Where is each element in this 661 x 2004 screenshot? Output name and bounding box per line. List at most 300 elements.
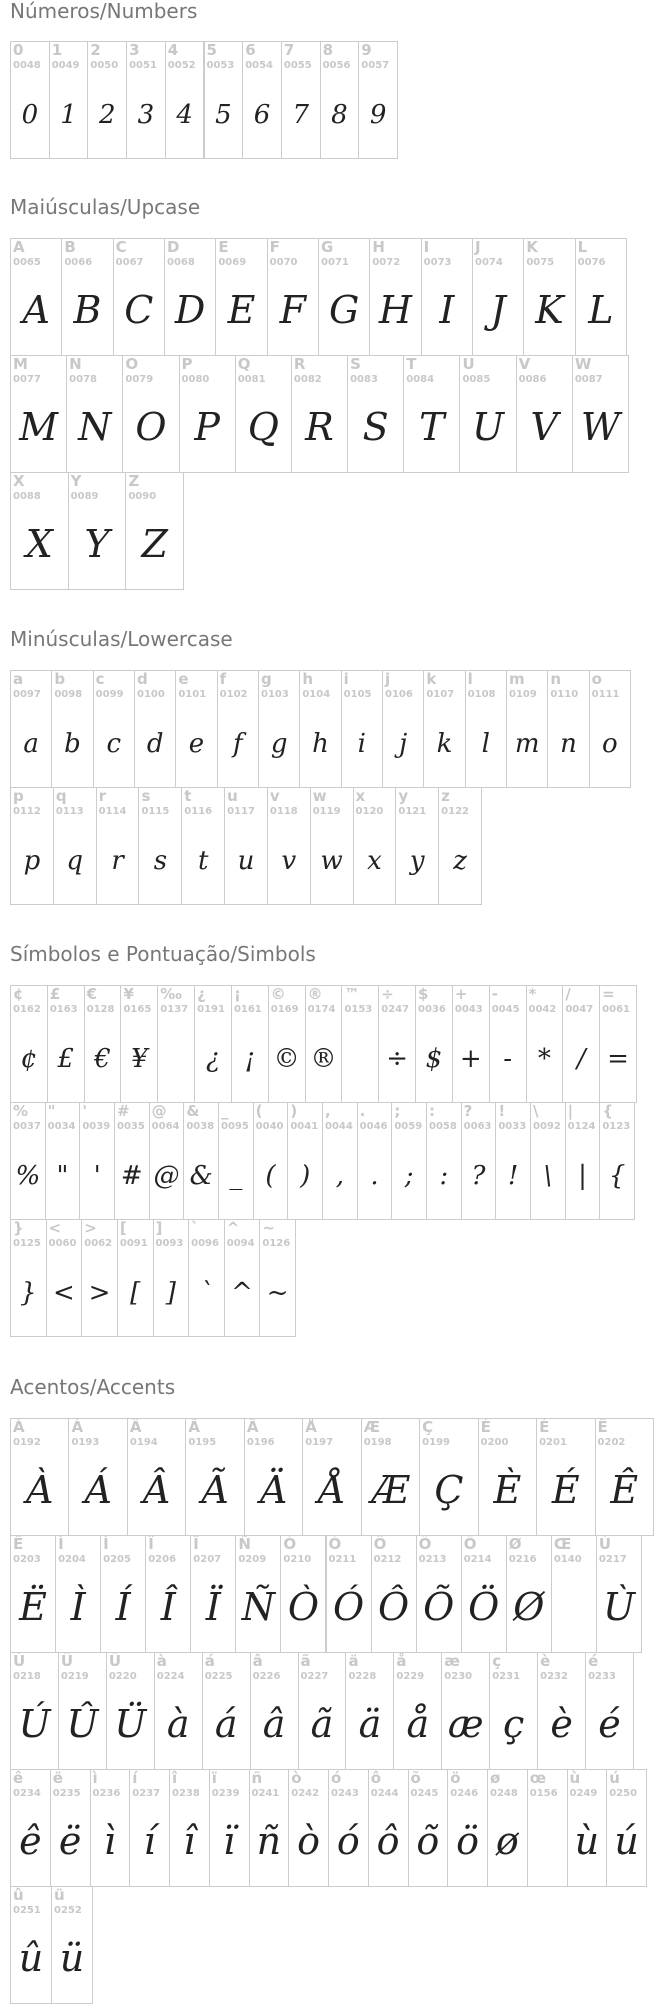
glyph-label: h — [302, 670, 314, 688]
glyph-code: 0077 — [13, 374, 41, 385]
glyph-label: ñ — [251, 1769, 263, 1787]
glyph-label: _ — [221, 1102, 229, 1120]
glyph-sample: + — [459, 1044, 482, 1074]
glyph-code: 0246 — [450, 1788, 479, 1799]
glyph-label: è — [540, 1652, 551, 1670]
glyph-sample: Ö — [468, 1585, 500, 1629]
glyph-label: ) — [290, 1102, 298, 1120]
glyph-sample: Z — [141, 522, 168, 566]
glyph-label: Ï — [193, 1535, 199, 1553]
glyph-cell — [10, 787, 54, 905]
glyph-label: Û — [60, 1652, 74, 1670]
glyph-sample: ó — [336, 1819, 360, 1863]
glyph-label: ï — [211, 1769, 217, 1787]
glyph-sample: A — [22, 288, 50, 332]
glyph-code: 0210 — [283, 1554, 312, 1565]
glyph-cell — [302, 1418, 361, 1536]
glyph-code: 0108 — [467, 689, 496, 700]
glyph-sample: À — [26, 1468, 54, 1512]
glyph-sample: Ê — [610, 1468, 639, 1512]
glyph-sample: 0 — [21, 100, 39, 130]
glyph-cell — [169, 1769, 210, 1887]
glyph-cell — [235, 355, 292, 473]
glyph-label: g — [261, 670, 272, 688]
glyph-code: 0070 — [269, 257, 298, 268]
glyph-label: t — [184, 787, 192, 805]
glyph-cell — [90, 1769, 131, 1887]
glyph-label: m — [509, 670, 525, 688]
glyph-label: 1 — [51, 41, 63, 59]
glyph-sample: V — [530, 405, 558, 449]
glyph-cell — [149, 1102, 185, 1220]
glyph-cell — [100, 1535, 146, 1653]
glyph-sample: ! — [507, 1161, 519, 1191]
glyph-cell — [341, 985, 379, 1103]
glyph-sample: w — [320, 846, 343, 876]
glyph-label: N — [69, 355, 82, 373]
glyph-code: 0195 — [188, 1437, 217, 1448]
glyph-sample: # — [120, 1161, 143, 1191]
glyph-code: 0045 — [491, 1004, 520, 1015]
glyph-cell — [53, 787, 97, 905]
glyph-cell — [50, 1769, 91, 1887]
glyph-sample: L — [588, 288, 614, 332]
glyph-code: 0088 — [13, 491, 41, 502]
glyph-sample: * — [537, 1044, 551, 1074]
glyph-label: œ — [529, 1769, 547, 1787]
glyph-label: - — [491, 985, 498, 1003]
glyph-code: 0036 — [418, 1004, 446, 1015]
glyph-cell — [565, 1102, 601, 1220]
glyph-cell — [126, 41, 166, 159]
glyph-code: 0216 — [508, 1554, 537, 1565]
glyph-code: 0122 — [441, 806, 470, 817]
glyph-sample: [ — [130, 1278, 141, 1308]
glyph-label: < — [48, 1219, 62, 1237]
glyph-label: ê — [13, 1769, 24, 1787]
glyph-code: 0060 — [48, 1238, 77, 1249]
glyph-sample: i — [357, 729, 366, 759]
glyph-cell — [10, 1535, 56, 1653]
glyph-cell — [129, 1769, 170, 1887]
glyph-code: 0055 — [283, 60, 312, 71]
glyph-code: 0156 — [529, 1788, 558, 1799]
glyph-cell — [154, 1652, 203, 1770]
glyph-sample: ù — [574, 1819, 600, 1863]
glyph-label: 0 — [13, 41, 24, 59]
glyph-sample: f — [233, 729, 243, 759]
glyph-label: e — [178, 670, 189, 688]
glyph-cell — [183, 1102, 219, 1220]
glyph-code: 0163 — [49, 1004, 78, 1015]
glyph-label: V — [518, 355, 531, 373]
glyph-sample: í — [143, 1819, 156, 1863]
glyph-label: ` — [191, 1219, 199, 1237]
glyph-cell — [516, 355, 573, 473]
glyph-code: 0096 — [191, 1238, 219, 1249]
glyph-cell — [224, 1219, 261, 1337]
glyph-cell — [134, 670, 176, 788]
glyph-label: + — [454, 985, 468, 1003]
glyph-code: 0234 — [13, 1788, 41, 1799]
glyph-code: 0084 — [406, 374, 435, 385]
glyph-label: ô — [370, 1769, 382, 1787]
glyph-sample: é — [598, 1702, 621, 1746]
glyph-sample: \ — [543, 1161, 553, 1191]
glyph-cell — [408, 1769, 449, 1887]
glyph-sample: ú — [614, 1819, 639, 1863]
glyph-sample: d — [146, 729, 164, 759]
glyph-label: õ — [410, 1769, 421, 1787]
glyph-cell — [353, 787, 397, 905]
glyph-sample: è — [550, 1702, 573, 1746]
glyph-cell — [190, 1535, 236, 1653]
glyph-cell — [185, 1418, 244, 1536]
glyph-sample: u — [237, 846, 255, 876]
glyph-label: Ù — [598, 1535, 612, 1553]
glyph-label: f — [219, 670, 227, 688]
glyph-label: ë — [52, 1769, 63, 1787]
glyph-sample: Ã — [201, 1468, 229, 1512]
glyph-sample: Û — [66, 1702, 99, 1746]
glyph-label: Á — [71, 1418, 84, 1436]
glyph-cell — [606, 1769, 647, 1887]
glyph-cell — [305, 985, 343, 1103]
glyph-sample: { — [608, 1161, 626, 1191]
glyph-sample: 9 — [369, 100, 387, 130]
glyph-label: o — [591, 670, 602, 688]
glyph-code: 0197 — [305, 1437, 334, 1448]
glyph-sample: < — [53, 1278, 75, 1308]
glyph-label: Ë — [13, 1535, 24, 1553]
glyph-code: 0165 — [123, 1004, 152, 1015]
glyph-code: 0174 — [307, 1004, 336, 1015]
glyph-label: Å — [305, 1418, 317, 1436]
glyph-sample: ü — [59, 1936, 85, 1980]
glyph-sample: . — [370, 1161, 379, 1191]
glyph-code: 0239 — [211, 1788, 240, 1799]
glyph-cell — [347, 355, 404, 473]
glyph-code: 0093 — [155, 1238, 184, 1249]
glyph-code: 0203 — [13, 1554, 41, 1565]
glyph-cell — [267, 787, 311, 905]
glyph-label: | — [567, 1102, 574, 1120]
glyph-cell — [320, 41, 360, 159]
glyph-cell — [188, 1219, 225, 1337]
glyph-cell — [575, 238, 627, 356]
glyph-sample: p — [23, 846, 41, 876]
glyph-cell — [416, 1535, 462, 1653]
glyph-sample: Y — [84, 522, 110, 566]
glyph-sample: 2 — [98, 100, 116, 130]
glyph-code: 0104 — [302, 689, 331, 700]
glyph-label: 2 — [90, 41, 101, 59]
glyph-label: & — [186, 1102, 200, 1120]
glyph-cell — [322, 1102, 358, 1220]
glyph-sample: J — [490, 288, 506, 332]
glyph-cell — [318, 238, 370, 356]
glyph-label: j — [385, 670, 391, 688]
glyph-sample: ` — [199, 1278, 213, 1308]
glyph-code: 0250 — [609, 1788, 638, 1799]
glyph-code: 0072 — [372, 257, 401, 268]
glyph-cell — [599, 1102, 635, 1220]
glyph-cell — [572, 355, 629, 473]
glyph-cell — [478, 1418, 537, 1536]
glyph-cell — [310, 787, 354, 905]
glyph-label: ¢ — [13, 985, 24, 1003]
glyph-cell — [421, 238, 473, 356]
glyph-code: 0109 — [509, 689, 537, 700]
glyph-code: 0116 — [184, 806, 213, 817]
glyph-code: 0245 — [410, 1788, 439, 1799]
glyph-cell — [288, 1769, 329, 1887]
glyph-sample: o — [601, 729, 618, 759]
glyph-sample: Å — [318, 1468, 346, 1512]
glyph-cell — [461, 1102, 497, 1220]
glyph-sample: ò — [297, 1819, 321, 1863]
glyph-code: 0086 — [518, 374, 547, 385]
glyph-code: 0112 — [13, 806, 41, 817]
glyph-code: 0083 — [350, 374, 378, 385]
glyph-code: 0191 — [197, 1004, 225, 1015]
glyph-sample: ' — [93, 1161, 101, 1191]
glyph-label: " — [47, 1102, 56, 1120]
glyph-sample: Ì — [70, 1585, 86, 1629]
glyph-cell — [202, 1652, 251, 1770]
glyph-sample: ? — [471, 1161, 486, 1191]
glyph-sample: £ — [57, 1044, 74, 1074]
glyph-code: 0140 — [553, 1554, 582, 1565]
glyph-code: 0224 — [156, 1671, 185, 1682]
glyph-sample: ø — [495, 1819, 519, 1863]
glyph-label: r — [98, 787, 107, 805]
glyph-label: Ô — [373, 1535, 387, 1553]
glyph-label: n — [550, 670, 562, 688]
glyph-code: 0230 — [444, 1671, 473, 1682]
glyph-code: 0249 — [569, 1788, 598, 1799]
glyph-code: 0089 — [70, 491, 99, 502]
glyph-cell — [235, 1535, 281, 1653]
section-title: Acentos/Accents — [10, 1375, 176, 1399]
glyph-label: l — [467, 670, 473, 688]
glyph-code: 0126 — [262, 1238, 291, 1249]
glyph-cell — [523, 238, 575, 356]
glyph-code: 0042 — [528, 1004, 557, 1015]
glyph-cell — [357, 1102, 393, 1220]
glyph-label: Ì — [58, 1535, 64, 1553]
glyph-cell — [585, 1652, 634, 1770]
glyph-sample: | — [578, 1161, 587, 1191]
glyph-label: u — [227, 787, 238, 805]
glyph-sample: s — [153, 846, 168, 876]
glyph-cell — [249, 1769, 290, 1887]
glyph-sample: Ò — [287, 1585, 320, 1629]
glyph-cell — [530, 1102, 566, 1220]
glyph-code: 0199 — [422, 1437, 451, 1448]
glyph-code: 0082 — [293, 374, 322, 385]
glyph-sample: - — [503, 1044, 512, 1074]
glyph-cell — [66, 355, 123, 473]
glyph-cell — [49, 41, 89, 159]
glyph-label: E — [218, 238, 229, 256]
glyph-code: 0219 — [60, 1671, 89, 1682]
glyph-sample: , — [335, 1161, 344, 1191]
glyph-cell — [426, 1102, 462, 1220]
glyph-label: ì — [92, 1769, 98, 1787]
glyph-cell — [51, 670, 93, 788]
glyph-sample: ë — [58, 1819, 82, 1863]
glyph-cell — [218, 1102, 254, 1220]
glyph-sample: ¿ — [206, 1044, 220, 1074]
glyph-sample: © — [273, 1044, 300, 1074]
glyph-label: S — [350, 355, 361, 373]
glyph-cell — [157, 985, 195, 1103]
glyph-cell — [369, 238, 421, 356]
glyph-cell — [562, 985, 600, 1103]
glyph-code: 0205 — [103, 1554, 131, 1565]
glyph-cell — [595, 1418, 654, 1536]
glyph-code: 0123 — [602, 1121, 631, 1132]
glyph-sample: Ñ — [241, 1585, 275, 1629]
glyph-code: 0206 — [148, 1554, 177, 1565]
glyph-sample: á — [214, 1702, 238, 1746]
glyph-sample: } — [20, 1278, 37, 1308]
glyph-label: * — [528, 985, 537, 1003]
glyph-cell — [526, 985, 564, 1103]
glyph-code: 0098 — [54, 689, 83, 700]
glyph-cell — [58, 1652, 107, 1770]
glyph-code: 0050 — [90, 60, 119, 71]
glyph-cell — [114, 1102, 150, 1220]
glyph-label: ' — [82, 1102, 87, 1120]
glyph-sample: ( — [265, 1161, 276, 1191]
glyph-label: ‰ — [160, 985, 182, 1003]
glyph-label: k — [426, 670, 437, 688]
glyph-code: 0125 — [13, 1238, 41, 1249]
glyph-sample: g — [270, 729, 288, 759]
glyph-cell — [596, 1535, 642, 1653]
glyph-cell — [299, 670, 341, 788]
glyph-sample: j — [399, 729, 408, 759]
glyph-label: B — [64, 238, 76, 256]
glyph-code: 0066 — [64, 257, 93, 268]
glyph-label: æ — [444, 1652, 461, 1670]
glyph-label: $ — [418, 985, 429, 1003]
glyph-cell — [461, 1535, 507, 1653]
glyph-label: û — [13, 1886, 24, 1904]
glyph-cell — [378, 985, 416, 1103]
glyph-code: 0039 — [82, 1121, 111, 1132]
glyph-code: 0071 — [321, 257, 349, 268]
glyph-label: ä — [348, 1652, 359, 1670]
glyph-sample: ì — [103, 1819, 116, 1863]
glyph-cell — [10, 670, 52, 788]
glyph-code: 0193 — [71, 1437, 100, 1448]
glyph-cell — [242, 41, 282, 159]
glyph-code: 0242 — [291, 1788, 320, 1799]
glyph-label: 5 — [206, 41, 217, 59]
glyph-sample: / — [576, 1044, 586, 1074]
glyph-sample: à — [166, 1702, 190, 1746]
glyph-sample: % — [15, 1161, 41, 1191]
glyph-code: 0062 — [84, 1238, 113, 1249]
glyph-cell — [87, 41, 127, 159]
glyph-label: J — [475, 238, 481, 256]
glyph-sample: = — [607, 1044, 629, 1074]
glyph-cell — [120, 985, 158, 1103]
glyph-label: À — [13, 1418, 25, 1436]
glyph-label: d — [137, 670, 148, 688]
glyph-label: 7 — [283, 41, 295, 59]
glyph-code: 0161 — [233, 1004, 262, 1015]
glyph-cell — [382, 670, 424, 788]
glyph-sample: t — [197, 846, 209, 876]
glyph-cell — [215, 238, 267, 356]
glyph-sample: P — [194, 405, 220, 449]
glyph-sample: å — [406, 1702, 430, 1746]
glyph-sample: ] — [165, 1278, 176, 1308]
glyph-cell — [287, 1102, 323, 1220]
glyph-sample: æ — [447, 1702, 484, 1746]
glyph-sample: ï — [223, 1819, 236, 1863]
glyph-code: 0204 — [58, 1554, 86, 1565]
glyph-cell — [231, 985, 269, 1103]
glyph-label: / — [565, 985, 571, 1003]
glyph-sample: " — [56, 1161, 69, 1191]
glyph-sample: ) — [300, 1161, 311, 1191]
glyph-cell — [341, 670, 383, 788]
glyph-label: à — [156, 1652, 167, 1670]
glyph-cell — [47, 985, 85, 1103]
glyph-code: 0119 — [312, 806, 341, 817]
glyph-code: 0244 — [370, 1788, 399, 1799]
glyph-cell — [268, 985, 306, 1103]
glyph-label: Æ — [363, 1418, 380, 1436]
glyph-sample: W — [580, 405, 620, 449]
glyph-code: 0137 — [160, 1004, 189, 1015]
glyph-sample: ê — [19, 1819, 42, 1863]
glyph-cell — [291, 355, 348, 473]
glyph-code: 0200 — [480, 1437, 509, 1448]
glyph-cell — [10, 985, 48, 1103]
glyph-cell — [153, 1219, 190, 1337]
glyph-label: © — [270, 985, 286, 1003]
glyph-label: Í — [103, 1535, 109, 1553]
glyph-sample: Õ — [423, 1585, 455, 1629]
glyph-cell — [45, 1102, 81, 1220]
glyph-code: 0048 — [13, 60, 41, 71]
glyph-code: 0114 — [98, 806, 127, 817]
glyph-label: ã — [300, 1652, 311, 1670]
glyph-label: , — [325, 1102, 331, 1120]
glyph-label: G — [321, 238, 334, 256]
glyph-sample: Ó — [332, 1585, 365, 1629]
glyph-label: C — [115, 238, 127, 256]
glyph-sample: Î — [160, 1585, 176, 1629]
glyph-cell — [415, 985, 453, 1103]
glyph-cell — [489, 1652, 538, 1770]
glyph-code: 0085 — [462, 374, 491, 385]
glyph-cell — [106, 1652, 155, 1770]
glyph-sample: F — [279, 288, 306, 332]
glyph-sample: e — [188, 729, 205, 759]
glyph-sample: Ä — [259, 1468, 288, 1512]
glyph-sample: û — [18, 1936, 44, 1980]
glyph-code: 0041 — [290, 1121, 319, 1132]
glyph-label: v — [269, 787, 280, 805]
glyph-code: 0101 — [178, 689, 207, 700]
